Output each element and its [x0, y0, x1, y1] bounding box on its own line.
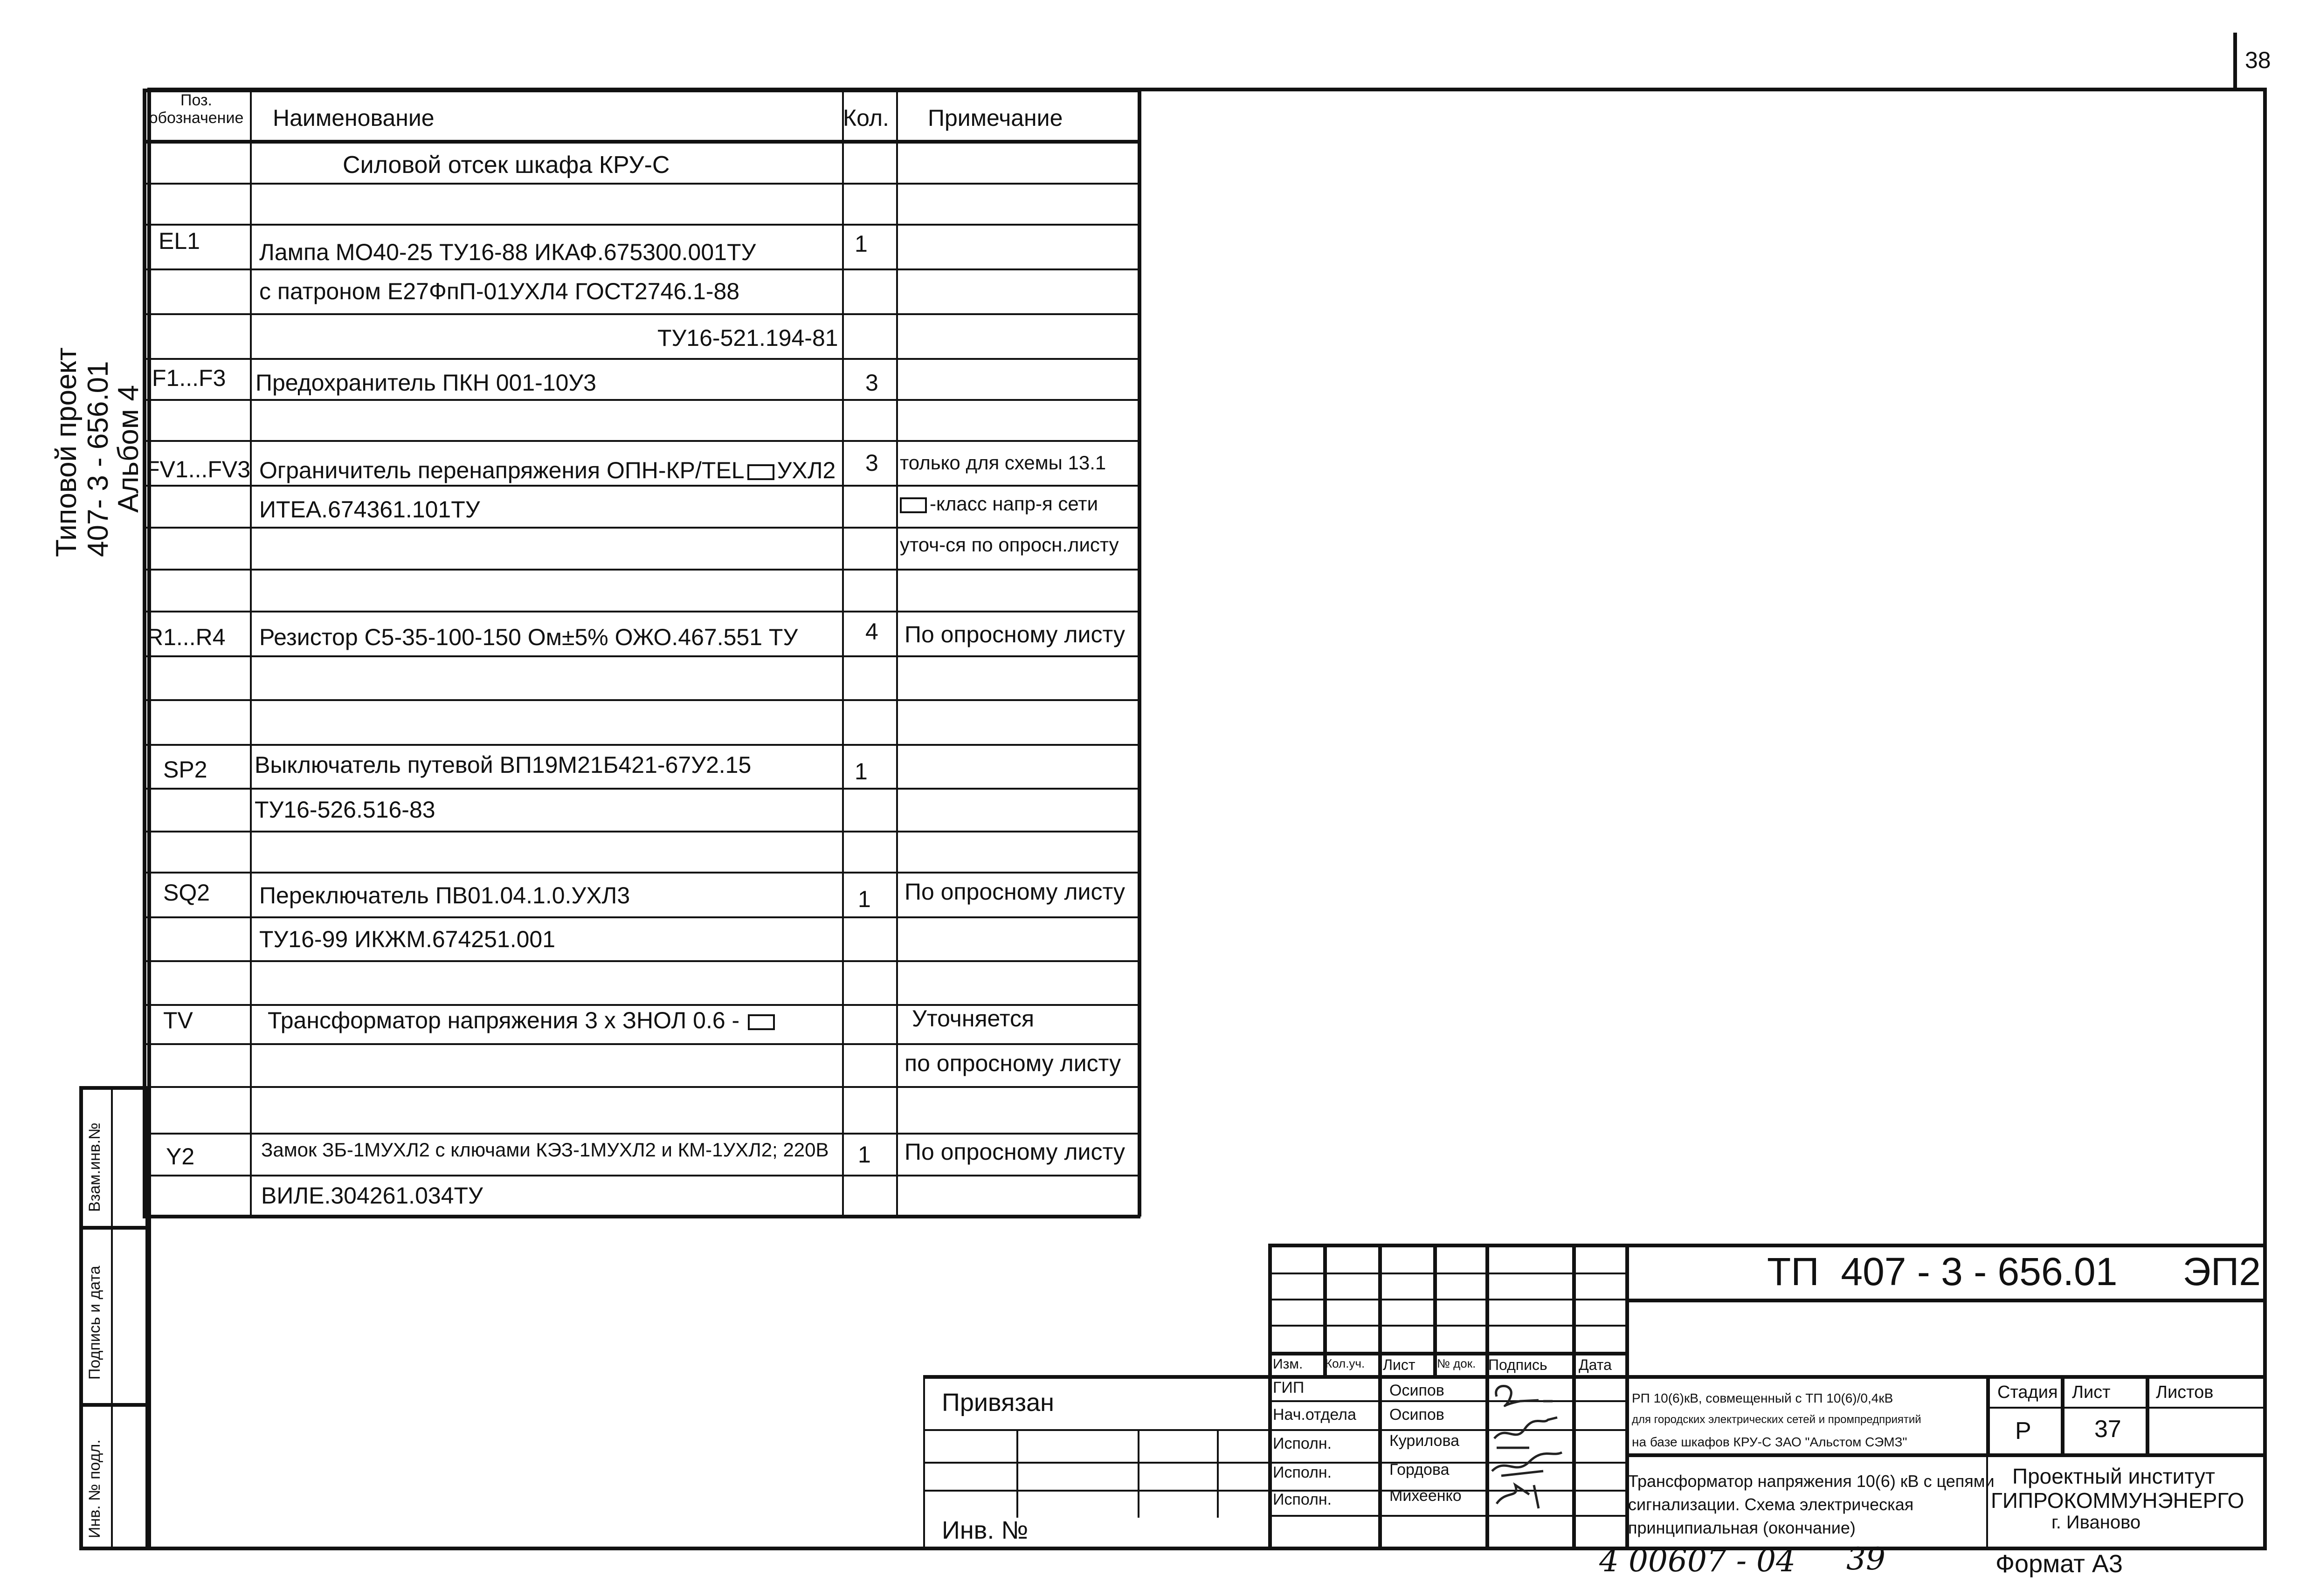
header-name: Наименование: [273, 105, 435, 131]
org-line3: г. Иваново: [2051, 1512, 2141, 1533]
row-name: Лампа МО40-25 ТУ16-88 ИКАФ.675300.001ТУ: [259, 239, 756, 265]
org-line2: ГИПРОКОММУНЭНЕРГО: [1991, 1488, 2244, 1513]
row-note: По опросному листу: [904, 879, 1125, 905]
object-text-line1: РП 10(6)кВ, совмещенный с ТП 10(6)/0,4кВ: [1632, 1391, 1893, 1405]
row-name: Выключатель путевой ВП19М21Б421-67У2.15: [255, 752, 752, 778]
row-note: По опросному листу: [904, 1139, 1125, 1165]
inv-no-label: Инв. №: [942, 1516, 1029, 1544]
row-name: ТУ16-99 ИКЖМ.674251.001: [259, 926, 556, 952]
row-note: уточ-ся по опросн.листу: [900, 534, 1119, 556]
row-qty: 1: [858, 886, 871, 912]
blank-field-box-icon: [900, 497, 927, 513]
format-label: Формат А3: [1995, 1550, 2123, 1578]
staff-name: Михеенко: [1389, 1487, 1462, 1505]
row-name: ТУ16-526.516-83: [255, 797, 435, 823]
row-name: Трансформатор напряжения 3 х ЗНОЛ 0.6 -: [268, 1009, 778, 1032]
row-name: Резистор С5-35-100-150 Ом±5% ОЖО.467.551 ТУ: [259, 624, 798, 650]
handwritten-page: 39: [1846, 1541, 1885, 1577]
row-note: Уточняется: [912, 1005, 1035, 1032]
row-pos: TV: [163, 1007, 193, 1033]
project-label-line1: Типовой проект: [50, 347, 83, 557]
row-name: ТУ16-521.194-81: [657, 325, 838, 351]
section-title: Силовой отсек шкафа КРУ-С: [343, 151, 670, 179]
sheets-label: Листов: [2156, 1383, 2214, 1402]
signature-marks: [1487, 1378, 1571, 1518]
object-text-line2: для городских электрических сетей и промпредприятий: [1632, 1413, 1921, 1426]
podpis-data-label: Подпись и дата: [86, 1266, 104, 1380]
vzam-inv-label: Взам.инв.№: [86, 1122, 104, 1212]
staff-name: Гордова: [1389, 1461, 1450, 1479]
project-label-line3: Альбом 4: [112, 385, 145, 513]
row-note: -класс напр-я сети: [900, 494, 1098, 514]
drawing-title-line1: Трансформатор напряжения 10(6) кВ с цепями: [1628, 1472, 1995, 1491]
row-pos: F1...F3: [152, 365, 226, 391]
col-header-list: Лист: [1383, 1356, 1415, 1373]
header-qty: Кол.: [843, 105, 889, 131]
side-strip-divider: [111, 1086, 113, 1550]
object-text-line3: на базе шкафов КРУ-С ЗАО "Альстом СЭМЗ": [1632, 1435, 1907, 1449]
doc-code: ТП 407 - 3 - 656.01 ЭП2: [1767, 1250, 2261, 1293]
staff-role: Исполн.: [1273, 1491, 1332, 1508]
org-line1: Проектный институт: [2012, 1464, 2215, 1488]
side-strip-line-2: [79, 1403, 149, 1407]
staff-role: Исполн.: [1273, 1464, 1332, 1481]
col-header-date: Дата: [1579, 1356, 1612, 1373]
blank-field-box-icon: [747, 464, 774, 480]
col-header-sign: Подпись: [1488, 1356, 1547, 1373]
header-note: Примечание: [928, 105, 1063, 131]
row-name: Ограничитель перенапряжения ОПН-КР/TEL УХЛ2: [259, 457, 836, 483]
row-pos: SQ2: [163, 880, 210, 906]
header-pos: Поз. обозначение: [149, 91, 244, 127]
privyazan-label: Привязан: [942, 1389, 1054, 1417]
staff-name: Осипов: [1389, 1406, 1444, 1424]
row-note: только для схемы 13.1: [900, 452, 1106, 474]
sheet-value: 37: [2094, 1416, 2121, 1443]
row-name: ИТЕА.674361.101ТУ: [259, 496, 480, 523]
row-qty: 3: [865, 370, 878, 396]
sheet-label: Лист: [2072, 1383, 2111, 1402]
col-header-kol: Кол.уч.: [1325, 1356, 1365, 1370]
drawing-title-line3: принципиальная (окончание): [1628, 1518, 1856, 1537]
staff-name: Курилова: [1389, 1432, 1460, 1450]
row-name: Замок ЗБ-1МУХЛ2 с ключами КЭЗ-1МУХЛ2 и КМ-1УХЛ2; 220В: [261, 1139, 829, 1161]
side-strip-line-1: [79, 1226, 149, 1230]
staff-role: Нач.отдела: [1273, 1406, 1356, 1424]
staff-role: ГИП: [1273, 1379, 1305, 1396]
stage-label: Стадия: [1997, 1383, 2058, 1402]
col-header-izm: Изм.: [1273, 1356, 1303, 1372]
project-label-line2: 407- 3 - 656.01: [82, 361, 114, 557]
row-name: с патроном Е27ФпП-01УХЛ4 ГОСТ2746.1-88: [259, 278, 740, 304]
inv-podl-label: Инв. № подл.: [86, 1439, 104, 1538]
row-name: Переключатель ПВ01.04.1.0.УХЛ3: [259, 882, 630, 908]
row-qty: 4: [865, 619, 878, 645]
staff-name: Осипов: [1389, 1382, 1444, 1399]
blank-field-box-icon: [748, 1014, 775, 1030]
row-note: По опросному листу: [904, 621, 1125, 647]
staff-role: Исполн.: [1273, 1435, 1332, 1452]
row-name: ВИЛЕ.304261.034ТУ: [261, 1183, 483, 1209]
row-pos: SP2: [163, 757, 207, 783]
col-header-doc: № док.: [1437, 1356, 1476, 1370]
row-note: по опросному листу: [904, 1050, 1121, 1076]
row-pos: R1...R4: [146, 624, 226, 650]
row-qty: 3: [865, 450, 878, 476]
sheet-number: 38: [2245, 47, 2271, 73]
row-pos: FV1...FV3: [145, 456, 251, 482]
sheet-number-divider: [2233, 33, 2237, 89]
drawing-frame: [147, 88, 2267, 1550]
row-pos: Y2: [166, 1143, 195, 1169]
drawing-title-line2: сигнализации. Схема электрическая: [1628, 1495, 1914, 1514]
row-qty: 1: [855, 758, 868, 784]
row-qty: 1: [855, 231, 868, 257]
stage-value: Р: [2015, 1417, 2031, 1445]
handwritten-code: 4 00607 - 04: [1599, 1543, 1796, 1579]
row-pos: EL1: [159, 228, 200, 254]
row-name: Предохранитель ПКН 001-10У3: [255, 370, 596, 396]
row-qty: 1: [858, 1142, 871, 1168]
